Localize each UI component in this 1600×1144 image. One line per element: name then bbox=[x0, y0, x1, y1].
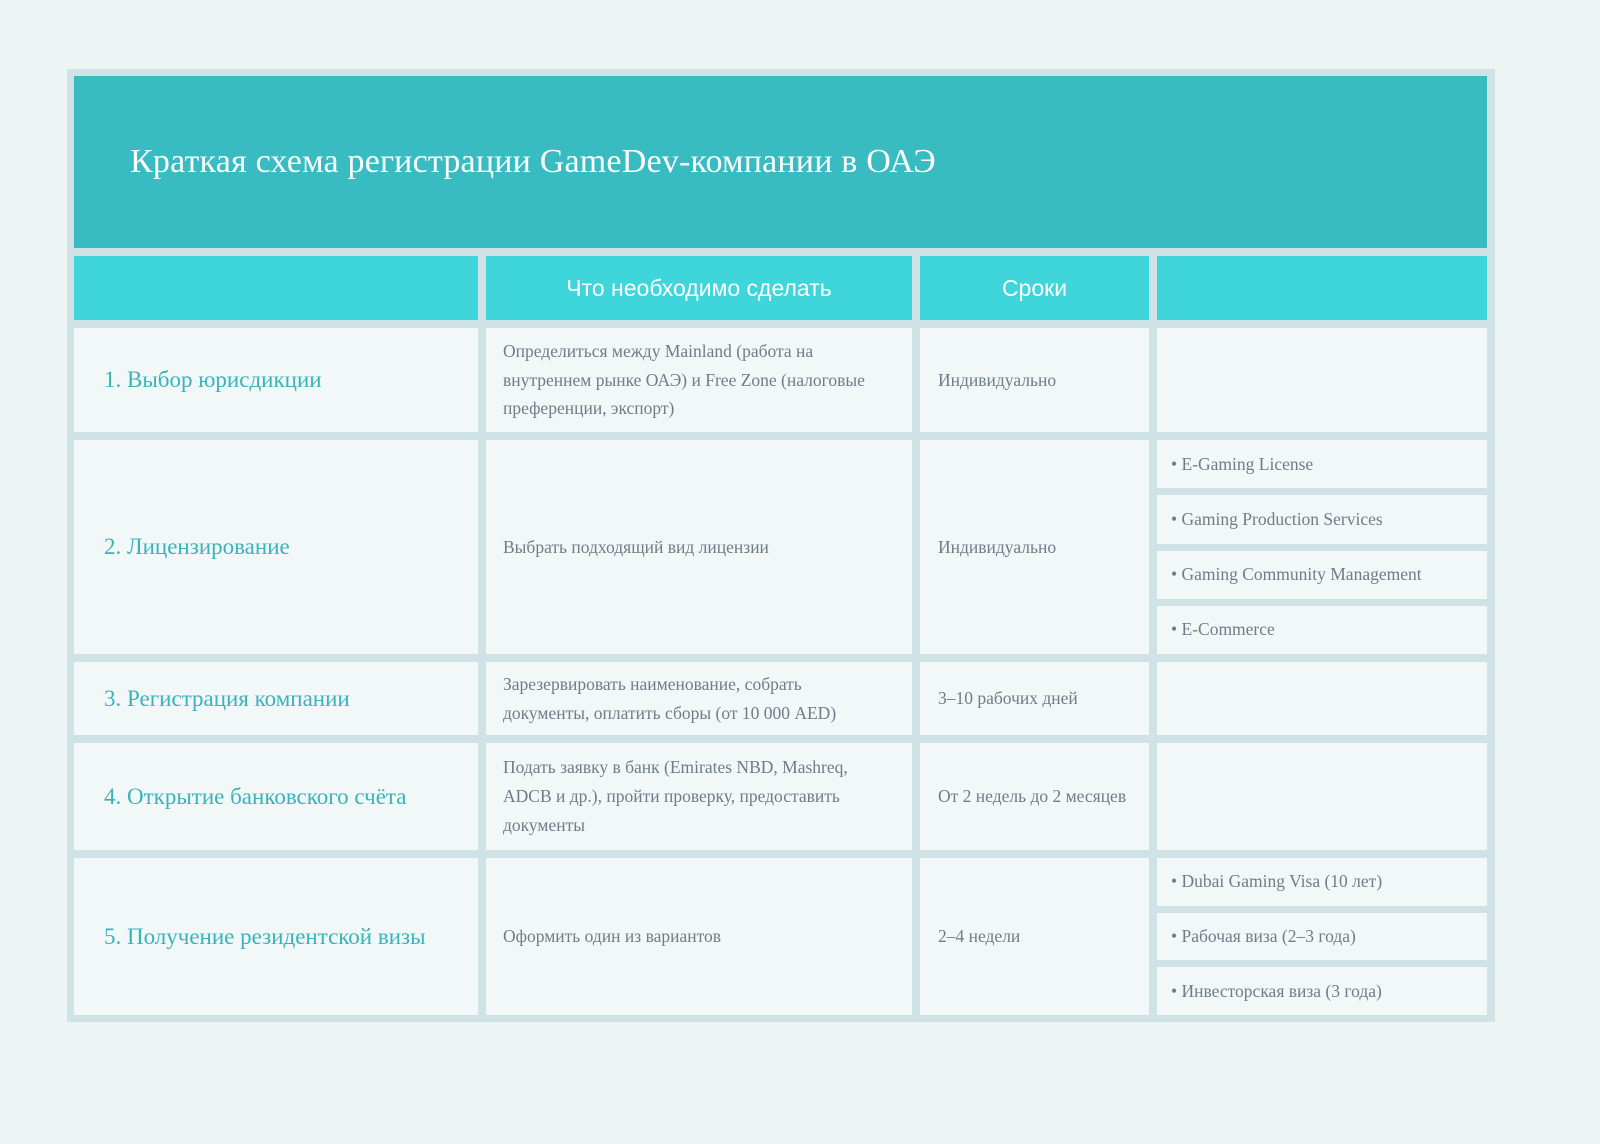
step-timing: 2–4 недели bbox=[920, 858, 1149, 1015]
step-action: Выбрать подходящий вид лицензии bbox=[486, 440, 912, 654]
step-timing: От 2 недель до 2 месяцев bbox=[920, 743, 1149, 850]
column-header-action: Что необходимо сделать bbox=[486, 256, 912, 320]
step-options-list bbox=[1157, 440, 1487, 654]
column-header-step bbox=[74, 256, 478, 320]
option-item: • Gaming Community Management bbox=[1157, 551, 1487, 599]
step-options-empty bbox=[1157, 662, 1487, 735]
step-options-empty bbox=[1157, 743, 1487, 850]
column-header-timing: Сроки bbox=[920, 256, 1149, 320]
option-item: • Рабочая виза (2–3 года) bbox=[1157, 913, 1487, 961]
step-action: Подать заявку в банк (Emirates NBD, Mashreq, ADCB и др.), пройти проверку, предоставить документы bbox=[486, 743, 912, 850]
step-timing: Индивидуально bbox=[920, 440, 1149, 654]
step-options-empty bbox=[1157, 328, 1487, 432]
registration-scheme-table bbox=[67, 69, 1495, 1022]
step-label: 5. Получение резидентской визы bbox=[74, 858, 478, 1015]
step-action: Определиться между Mainland (работа на внутреннем рынке ОАЭ) и Free Zone (налоговые преференции, экспорт) bbox=[486, 328, 912, 432]
option-item: • Gaming Production Services bbox=[1157, 495, 1487, 543]
page-title: Краткая схема регистрации GameDev-компании в ОАЭ bbox=[130, 142, 936, 180]
step-label: 4. Открытие банковского счёта bbox=[74, 743, 478, 850]
title-bar bbox=[74, 76, 1487, 248]
option-item: • E-Gaming License bbox=[1157, 440, 1487, 488]
column-header-options bbox=[1157, 256, 1487, 320]
option-item: • Инвесторская виза (3 года) bbox=[1157, 967, 1487, 1015]
step-timing: Индивидуально bbox=[920, 328, 1149, 432]
step-timing: 3–10 рабочих дней bbox=[920, 662, 1149, 735]
step-label: 1. Выбор юрисдикции bbox=[74, 328, 478, 432]
step-action: Зарезервировать наименование, собрать документы, оплатить сборы (от 10 000 AED) bbox=[486, 662, 912, 735]
step-action: Оформить один из вариантов bbox=[486, 858, 912, 1015]
step-label: 2. Лицензирование bbox=[74, 440, 478, 654]
option-item: • Dubai Gaming Visa (10 лет) bbox=[1157, 858, 1487, 906]
option-item: • E-Commerce bbox=[1157, 606, 1487, 654]
step-label: 3. Регистрация компании bbox=[74, 662, 478, 735]
step-options-list bbox=[1157, 858, 1487, 1015]
